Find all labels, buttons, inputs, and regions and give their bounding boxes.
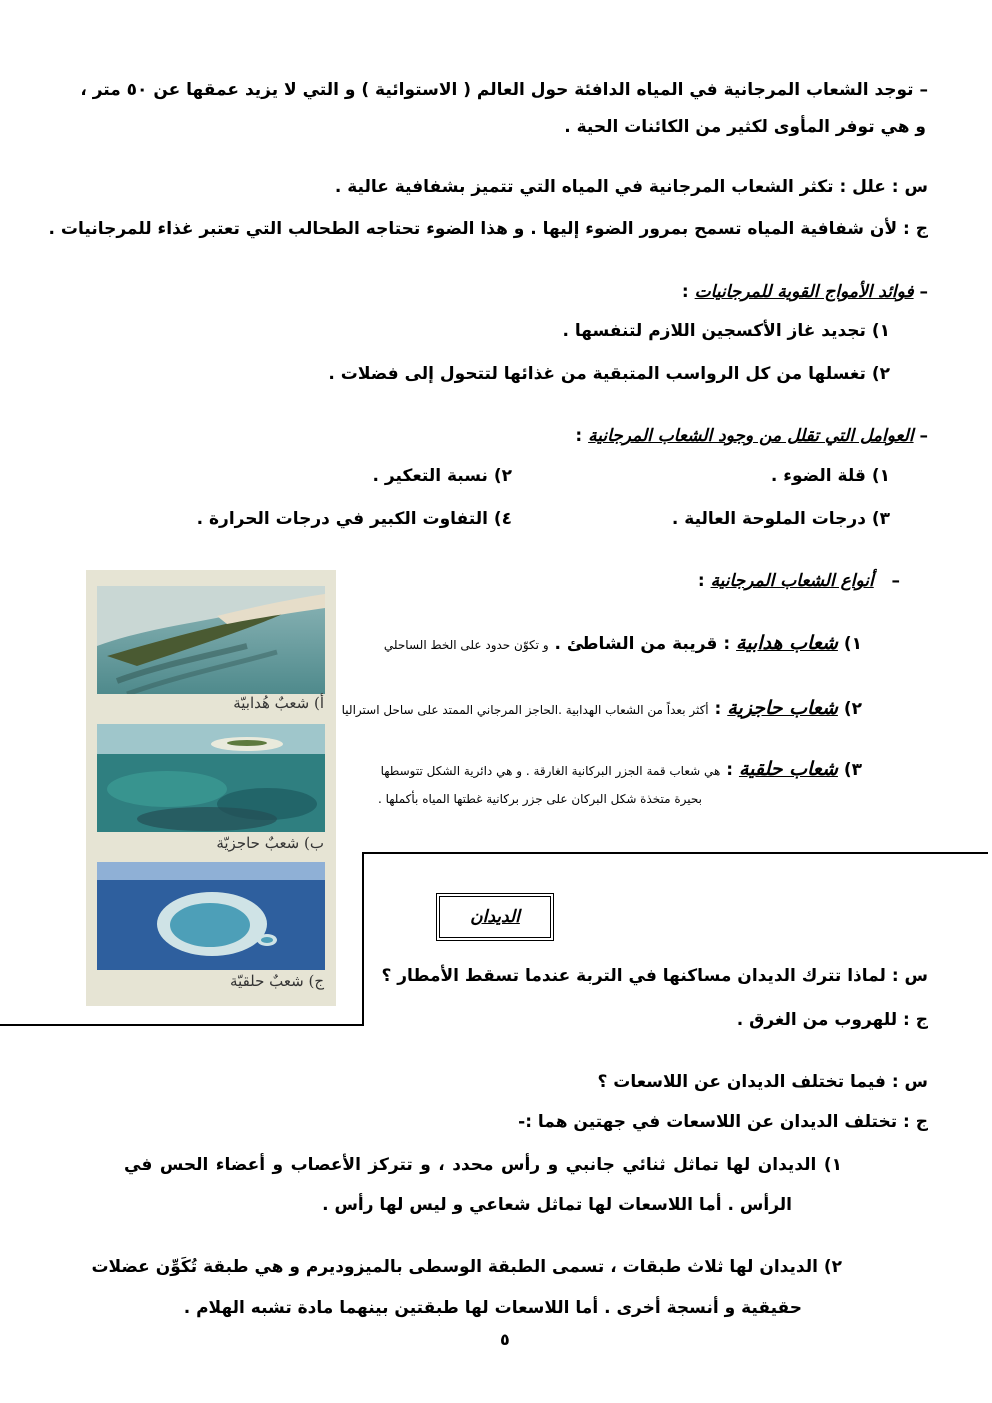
worms-point-2-line-2: حقيقية و أنسجة أخرى . أما اللاسعات لها طبقتين بينهما مادة تشبه الهلام . (183, 1298, 802, 1318)
type-3-term: شعاب حلقية (738, 758, 838, 780)
worms-point-1-line-2: الرأس . أما اللاسعات لها تماثل شعاعي و ليس لها رأس . (322, 1195, 792, 1215)
caption-atoll: ج) شعبٌ حلقيّة (230, 972, 324, 990)
worms-question-2: س : فيما تختلف الديدان عن اللاسعات ؟ (597, 1072, 928, 1092)
factor-item-3: ٣) درجات الملوحة العالية . (671, 509, 890, 529)
factor-item-1: ١) قلة الضوء . (770, 466, 890, 486)
worms-question-1: س : لماذا تترك الديدان مساكنها في التربة عندما تسقط الأمطار ؟ (381, 966, 928, 986)
factor-item-4: ٤) التفاوت الكبير في درجات الحرارة . (196, 509, 512, 529)
atoll-reef-photo (97, 862, 325, 970)
factors-colon: : (575, 426, 583, 446)
types-heading-row (698, 571, 900, 592)
factors-heading-row (575, 426, 928, 447)
worms-title-box (436, 893, 554, 941)
waves-heading-row (682, 282, 928, 303)
intro-line-2: و هي توفر المأوى لكثير من الكائنات الحية . (564, 117, 926, 137)
answer-1: ج : لأن شفافية المياه تسمح بمرور الضوء إليها . و هذا الضوء تحتاجه الطحالب التي تعتبر غذاء للمرجانيات . (48, 219, 928, 239)
question-1: س : علل : تكثر الشعاب المرجانية في المياه التي تتميز بشفافية عالية . (334, 177, 928, 197)
divider-bottom (0, 1024, 364, 1026)
type-3-row (381, 758, 862, 782)
divider-vertical (362, 852, 364, 1025)
intro-line-1: – توجد الشعاب المرجانية في المياه الدافئة حول العالم ( الاستوائية ) و التي لا يزيد عمقها عن ٥٠ متر ، (80, 80, 928, 100)
type-3-note-2: بحيرة متخذة شكل البركان على جزر بركانية غطتها المياه بأكملها . (377, 792, 702, 806)
caption-fringing: أ) شعبٌ هُدابيّة (233, 694, 324, 712)
type-1-num: ١) (843, 634, 862, 654)
waves-item-1: ١) تجديد غاز الأكسجين اللازم لتنفسها . (562, 321, 890, 341)
types-dash: – (891, 571, 900, 591)
type-2-note: أكثر بعداً من الشعاب الهدابية .الحاجز المرجاني الممتد على ساحل استراليا (341, 703, 709, 717)
reef-photos-panel (86, 570, 336, 1006)
divider-top (362, 852, 988, 854)
type-1-row (384, 632, 862, 656)
type-1-term: شعاب هدابية (736, 632, 838, 654)
caption-barrier: ب) شعبٌ حاجزيّة (216, 834, 324, 852)
worms-title: الديدان (470, 907, 520, 927)
worms-point-1-line-1: ١) الديدان لها تماثل ثنائي جانبي و رأس محدد ، و تتركز الأعصاب و أعضاء الحس في (124, 1155, 842, 1175)
type-2-term: شعاب حاجزية (727, 697, 838, 719)
page-number: ٥ (500, 1330, 510, 1349)
factors-dash: – (919, 426, 928, 446)
waves-item-2: ٢) تغسلها من كل الرواسب المتبقية من غذائها لتتحول إلى فضلات . (328, 364, 890, 384)
fringing-reef-photo (97, 586, 325, 694)
type-3-sep: : (720, 760, 734, 780)
type-2-row (342, 697, 862, 721)
worms-point-2-line-1: ٢) الديدان لها ثلاث طبقات ، تسمى الطبقة الوسطى بالميزوديرم و هي طبقة تُكَوِّن عضلات (91, 1257, 842, 1277)
type-3-note-1: هي شعاب قمة الجزر البركانية الغارقة . و هي دائرية الشكل تتوسطها (380, 764, 721, 778)
types-colon: : (697, 571, 705, 591)
worms-answer-1: ج : للهروب من الغرق . (736, 1010, 928, 1030)
barrier-reef-photo (97, 724, 325, 832)
type-2-sep: : (708, 699, 722, 719)
waves-dash: – (919, 282, 928, 302)
factor-item-2: ٢) نسبة التعكير . (372, 466, 512, 486)
waves-heading: فوائد الأمواج القوية للمرجانيات (694, 282, 914, 302)
type-2-num: ٢) (843, 699, 862, 719)
type-1-note: و تكوّن حدود على الخط الساحلي (383, 638, 549, 652)
factors-heading: العوامل التي تقلل من وجود الشعاب المرجانية (588, 426, 914, 446)
type-3-num: ٣) (843, 760, 862, 780)
type-1-desc: : قريبة من الشاطئ . (554, 634, 731, 654)
types-heading: أنواع الشعاب المرجانية (710, 571, 874, 591)
waves-colon: : (681, 282, 689, 302)
worms-answer-2: ج : تختلف الديدان عن اللاسعات في جهتين هما :- (518, 1112, 928, 1132)
